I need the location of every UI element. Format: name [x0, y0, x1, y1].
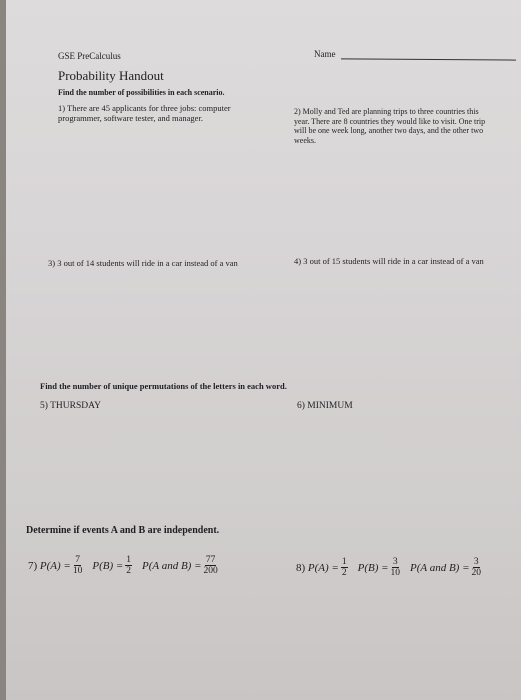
p7-pb-den: 2: [126, 566, 132, 576]
p8-pab-num: 3: [473, 557, 479, 567]
p8-pab-fraction: [472, 557, 482, 578]
section3-instruction: Determine if events A and B are independent.: [26, 525, 220, 536]
p7-pa-fraction: [73, 555, 83, 576]
p7-pa-label: P(A) =: [39, 559, 71, 572]
problem-7: [28, 555, 220, 576]
problem-1: 1) There are 45 applicants for three jobs: computer programmer, software tester, and manager.: [58, 103, 231, 123]
p8-pb-fraction: [391, 557, 401, 578]
problem-8-number: 8): [296, 561, 306, 574]
problem-7-number: 7): [28, 559, 38, 572]
p7-pa-num: 7: [75, 555, 80, 565]
p7-pab-fraction: [204, 555, 218, 576]
p7-pb-label: P(B) =: [92, 559, 124, 572]
section1-instruction: Find the number of possibilities in each scenario.: [58, 88, 225, 97]
p8-pab-label: P(A and B) =: [410, 561, 470, 574]
p8-pb-label: P(B) =: [357, 561, 389, 574]
p8-pb-den: 10: [390, 568, 401, 578]
p7-pa-den: 10: [72, 566, 83, 576]
p7-pb-fraction: [125, 555, 132, 576]
course-title: GSE PreCalculus: [58, 51, 121, 61]
p7-pb-num: 1: [126, 555, 132, 565]
problem-2: 2) Molly and Ted are planning trips to three countries this year. There are 8 countries they would like to visit. One trip will be one week long, another two days, and the other two weeks.: [294, 107, 486, 145]
p7-pab-num: 77: [205, 555, 216, 565]
problem-8: [296, 557, 483, 578]
p8-pa-den: 2: [341, 568, 347, 578]
p8-pa-fraction: [341, 557, 348, 578]
page-title: Probability Handout: [58, 68, 164, 83]
problem-3: 3) 3 out of 14 students will ride in a car instead of a van: [48, 258, 238, 268]
problem-6: 6) MINIMUM: [297, 401, 353, 411]
name-label: Name: [314, 49, 336, 59]
p8-pab-den: 20: [471, 568, 482, 578]
p8-pb-num: 3: [392, 557, 398, 567]
section2-instruction: Find the number of unique permutations of the letters in each word.: [40, 381, 287, 391]
p7-pab-den: 200: [203, 566, 218, 576]
p7-pab-label: P(A and B) =: [142, 559, 202, 572]
p8-pa-num: 1: [341, 557, 347, 567]
problem-4: 4) 3 out of 15 students will ride in a car instead of a van: [294, 256, 484, 266]
worksheet-page: [6, 0, 521, 700]
problem-5: 5) THURSDAY: [40, 401, 101, 411]
p8-pa-label: P(A) =: [307, 561, 339, 574]
